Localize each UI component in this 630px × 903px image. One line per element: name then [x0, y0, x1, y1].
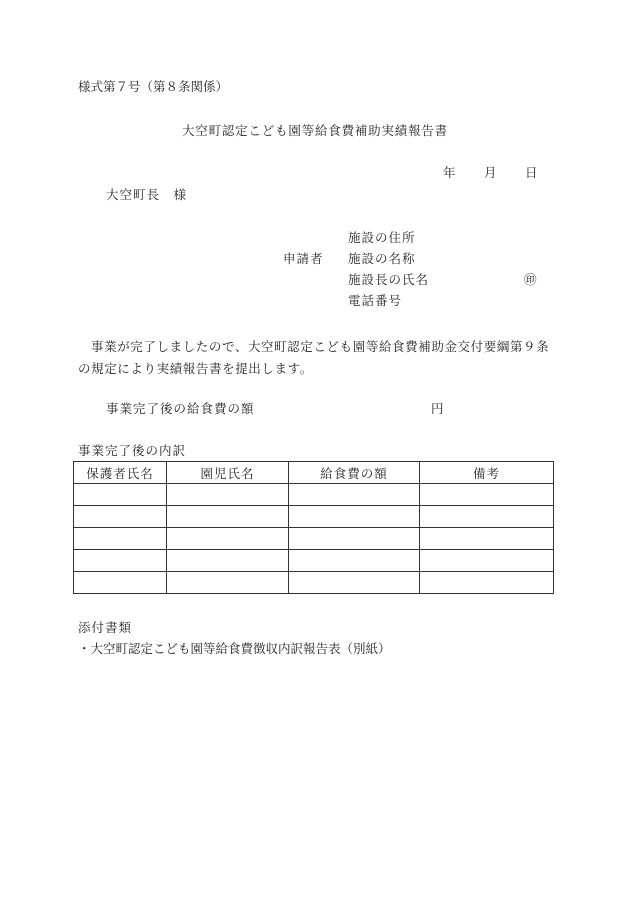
addressee: 大空町長 様 [106, 187, 188, 202]
table-cell-guardian-name[interactable] [74, 550, 167, 572]
date-month-label: 月 [484, 165, 497, 180]
table-row [74, 506, 554, 528]
table-cell-meal-fee[interactable] [289, 572, 420, 594]
attachments-heading: 添付書類 [78, 620, 133, 635]
table-cell-remarks[interactable] [420, 528, 554, 550]
table-row [74, 572, 554, 594]
column-header-meal-fee: 給食費の額 [289, 462, 420, 484]
breakdown-table [73, 461, 554, 594]
table-cell-meal-fee[interactable] [289, 550, 420, 572]
table-cell-guardian-name[interactable] [74, 528, 167, 550]
date-day-label: 日 [525, 165, 538, 180]
total-amount-label: 事業完了後の給食費の額 [106, 401, 255, 416]
table-cell-meal-fee[interactable] [289, 506, 420, 528]
facility-name-label: 施設の名称 [348, 251, 416, 266]
total-amount-unit: 円 [431, 401, 444, 416]
attachment-item: ・大空町認定こども園等給食費徴収内訳報告表（別紙） [78, 641, 391, 656]
table-cell-guardian-name[interactable] [74, 572, 167, 594]
table-cell-remarks[interactable] [420, 550, 554, 572]
body-text: 事業が完了しましたので、大空町認定こども園等給食費補助金交付要綱第９条の規定により実績報告書を提出します。 [78, 339, 550, 376]
column-header-guardian-name: 保護者氏名 [74, 462, 167, 484]
table-cell-remarks[interactable] [420, 506, 554, 528]
phone-number-label: 電話番号 [348, 293, 403, 308]
table-cell-meal-fee[interactable] [289, 528, 420, 550]
table-row [74, 484, 554, 506]
director-name-label: 施設長の氏名 [348, 272, 430, 287]
date-year-label: 年 [443, 165, 456, 180]
table-header-row [74, 462, 554, 484]
seal-icon: ㊞ [524, 272, 537, 287]
form-number: 様式第７号（第８条関係） [78, 79, 229, 94]
table-cell-child-name[interactable] [167, 572, 289, 594]
facility-address-label: 施設の住所 [348, 230, 416, 245]
table-row [74, 550, 554, 572]
table-cell-child-name[interactable] [167, 484, 289, 506]
table-cell-meal-fee[interactable] [289, 484, 420, 506]
table-cell-child-name[interactable] [167, 506, 289, 528]
table-cell-guardian-name[interactable] [74, 506, 167, 528]
table-cell-child-name[interactable] [167, 528, 289, 550]
table-cell-guardian-name[interactable] [74, 484, 167, 506]
column-header-remarks: 備考 [420, 462, 554, 484]
applicant-label: 申請者 [283, 251, 324, 266]
table-cell-child-name[interactable] [167, 550, 289, 572]
table-cell-remarks[interactable] [420, 572, 554, 594]
column-header-child-name: 園児氏名 [167, 462, 289, 484]
breakdown-heading: 事業完了後の内訳 [78, 443, 187, 458]
table-cell-remarks[interactable] [420, 484, 554, 506]
table-row [74, 528, 554, 550]
page-title: 大空町認定こども園等給食費補助実績報告書 [181, 123, 448, 138]
